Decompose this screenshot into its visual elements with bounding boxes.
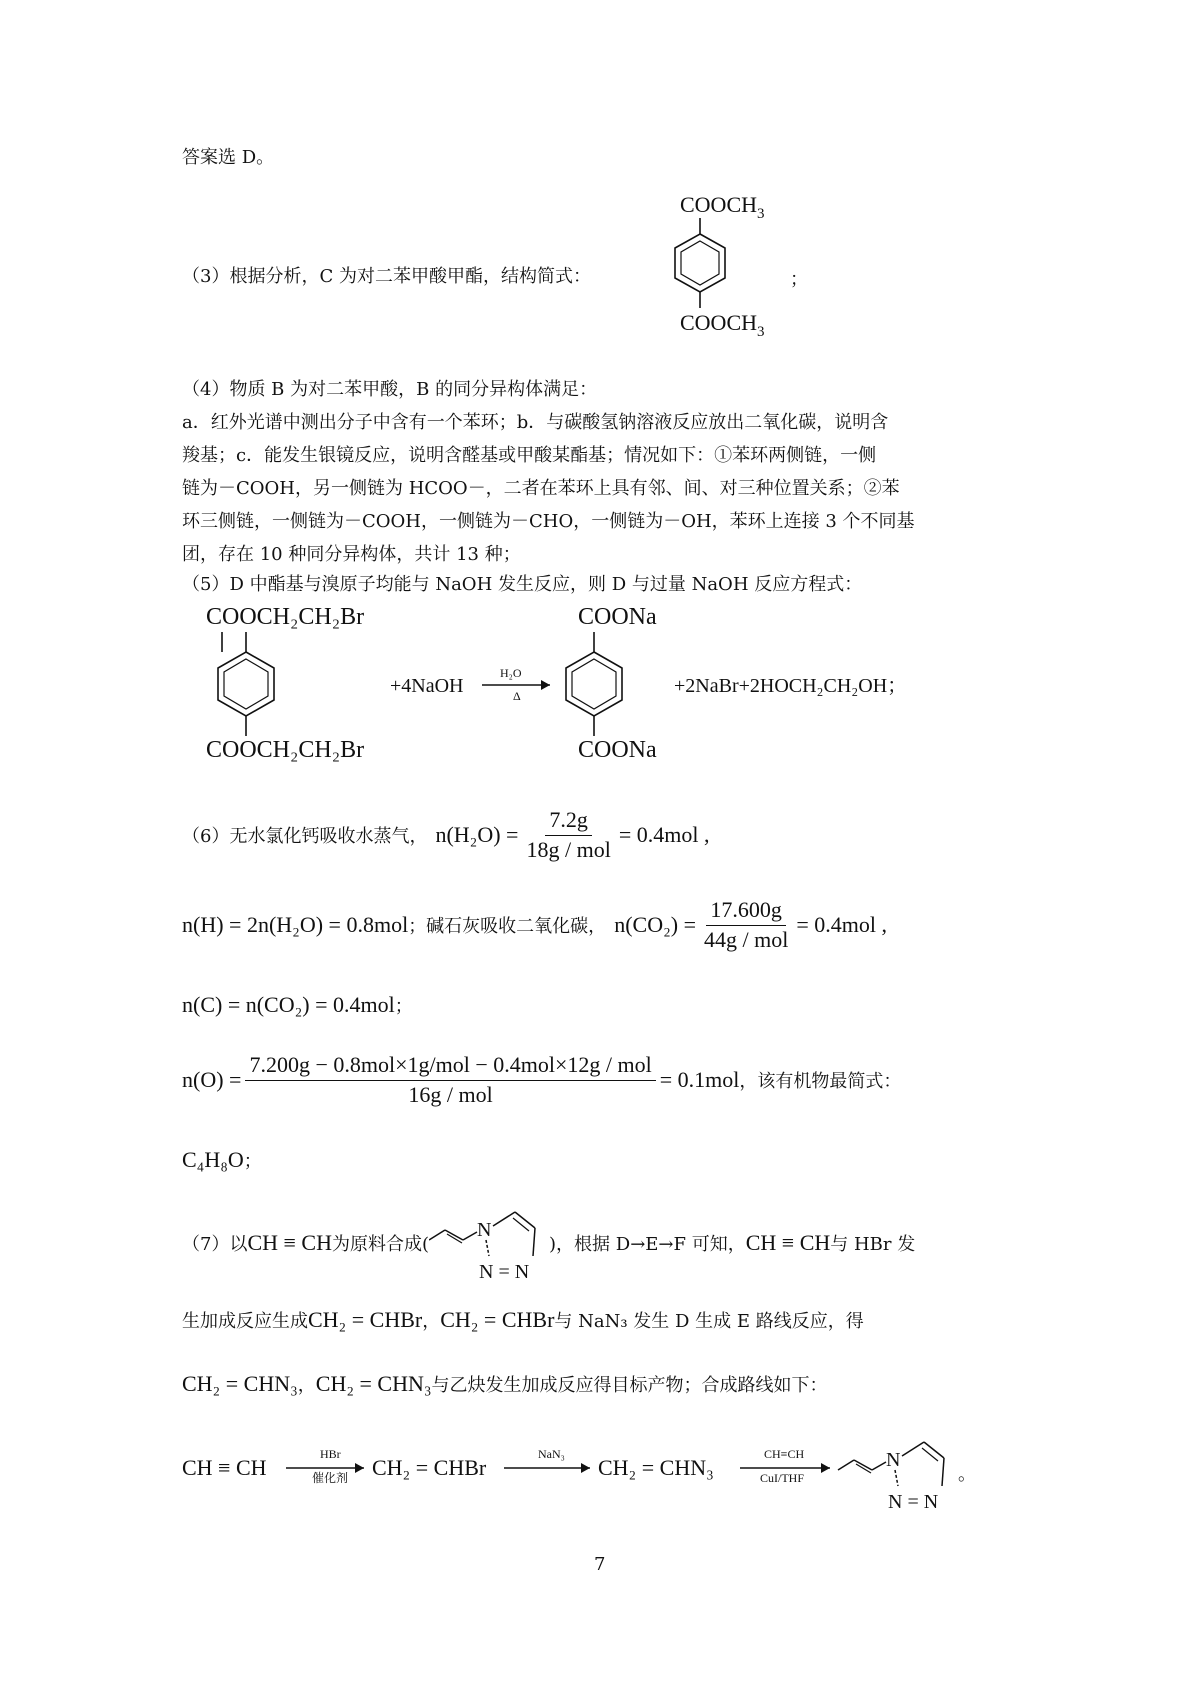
q7-line2-e: 与 NaN₃ 发生 D 生成 E 路线反应，得 [554,1311,864,1332]
reactant-bottom-group: COOCH₂CH₂Br [206,737,365,763]
nO-tail: ，该有机物最简式： [739,1071,902,1092]
q3-end: ； [790,269,808,290]
route-end: 。 [958,1464,976,1484]
q7-line2-c: ， [422,1311,441,1332]
route-arrow1-top: HBr [320,1447,341,1461]
q6-intro: （6）无水氯化钙吸收水蒸气， [182,826,428,847]
nO-result: = 0.1mol [659,1067,740,1092]
nC-equation: n(C) = n(CO₂) = 0.4mol [182,992,395,1017]
q3-bottom-sub: 3 [757,324,765,340]
reactant-top-group: COOCH₂CH₂Br [206,604,365,630]
formula-end: ； [243,1151,262,1172]
q7-line1-b: CH ≡ CH [247,1230,332,1255]
q6-line-2 [182,890,887,960]
q7-line3-a: CH₂ = CHN₃ [182,1371,298,1396]
q4-line-4: 环三侧链，一侧链为－COOH，一侧链为－CHO，一侧链为－OH，苯环上连接 3 个不同基 [182,511,915,532]
nCO2-result: = 0.4mol , [796,912,887,937]
triazole-bond: = [498,1261,510,1283]
q4-block [182,373,1022,571]
route-arrow3-bottom: CuI/THF [760,1471,805,1485]
q7-line2-a: 生加成反应生成 [182,1311,308,1332]
q6-line-5 [182,1140,262,1180]
q7-line1-e: CH ≡ CH [745,1230,831,1255]
svg-text:N = N [479,1261,529,1283]
route-N: N [886,1449,901,1471]
nH2O-numerator: 7.2g [545,808,592,835]
q6-line-3 [182,985,413,1025]
nO-lhs: n(O) = [182,1067,242,1092]
q3-text: （3）根据分析，C 为对二苯甲酸甲酯，结构简式： [182,266,591,287]
q7-line-3 [182,1364,828,1404]
triazole-N1: N [477,1219,492,1241]
route-arrow2-top: NaN₃ [538,1447,565,1461]
nCO2-lhs: n(CO₂) = [614,912,696,937]
nH2O-lhs: n(H₂O) = [435,822,519,847]
route-step-2: CH₂ = CHBr [372,1455,487,1480]
product-bottom-group: COONa [578,737,657,763]
q4-head: （4）物质 B 为对二苯甲酸，B 的同分异构体满足： [182,379,598,400]
q7-line-1 [182,1198,915,1288]
product-top-group: COONa [578,604,657,630]
route-arrow1-bottom: 催化剂 [312,1471,349,1485]
route-product-structure [838,1442,944,1513]
reagent: +4NaOH [390,675,464,697]
q7-line3-d: 与乙炔发生加成反应得目标产物；合成路线如下： [431,1375,828,1396]
triazole-structure-inline [429,1198,549,1288]
q3-top-group: COOCH [680,192,758,217]
answer-line: 答案选 D。 [182,147,275,168]
nO-denominator: 16g / mol [408,1081,493,1107]
svg-text:COOCH3 [680,192,765,222]
q7-line1-d: )，根据 D→E→F 可知， [549,1234,746,1255]
synthesis-route [182,1420,1022,1515]
q7-line2-b: CH₂ = CHBr [308,1307,423,1332]
nO-fraction [245,1053,655,1106]
q5-text: （5）D 中酯基与溴原子均能与 NaOH 发生反应，则 D 与过量 NaOH 反应方程式： [182,574,863,595]
byproducts: +2NaBr+2HOCH₂CH₂OH； [674,675,908,697]
arrow-bottom-label: Δ [513,689,521,703]
route-ring-N3: N [923,1491,939,1513]
q6-line-1 [182,800,709,870]
route-ring-N2: N [888,1491,903,1513]
nH2O-result: = 0.4mol , [618,822,710,847]
nCO2-numerator: 17.600g [706,898,786,925]
page-number: 7 [594,1554,606,1575]
q7-line3-b: ， [297,1375,316,1396]
route-step-3: CH₂ = CHN₃ [598,1455,714,1480]
q4-line-3: 链为－COOH，另一侧链为 HCOO－，二者在苯环上具有邻、间、对三种位置关系；②苯 [182,478,900,499]
q7-line1-f: 与 HBr 发 [830,1234,916,1255]
route-ring-bond: = [907,1491,919,1513]
empirical-formula: C₄H₈O [182,1147,244,1172]
q7-line1-c: 为原料合成( [331,1234,430,1255]
arrow-top-label: H₂O [500,666,522,680]
route-step-1: CH ≡ CH [182,1455,267,1480]
q7-line1-a: （7）以 [182,1234,248,1255]
nC-end: ； [394,996,413,1017]
nH2O-fraction [522,808,614,861]
q3-bottom-group: COOCH [680,310,758,335]
nH-mid-text: ；碱石灰吸收二氧化碳， [408,916,607,937]
nCO2-denominator: 44g / mol [703,926,789,952]
nCO2-fraction [700,898,792,951]
q6-line-4 [182,1045,901,1115]
triazole-N3: N [514,1261,530,1283]
route-arrow3-top: CH≡CH [764,1447,805,1461]
nO-numerator: 7.200g − 0.8mol×1g/mol − 0.4mol×12g / mol [245,1053,655,1080]
q4-line-2: 羧基；c．能发生银镜反应，说明含醛基或甲酸某酯基；情况如下：①苯环两侧链，一侧 [182,445,877,466]
nH-equation: n(H) = 2n(H₂O) = 0.8mol [182,912,409,937]
q5-reaction-equation [200,600,1040,770]
q7-line3-c: CH₂ = CHN₃ [315,1371,432,1396]
q4-line-1: a．红外光谱中测出分子中含有一个苯环；b．与碳酸氢钠溶液反应放出二氧化碳，说明含 [182,412,889,433]
q4-line-5: 团，存在 10 种同分异构体，共计 13 种； [182,544,521,565]
svg-text:N = N [888,1491,938,1513]
q3-top-sub: 3 [757,206,765,222]
nH2O-denominator: 18g / mol [526,836,611,862]
q7-line-2 [182,1300,864,1340]
svg-text:COOCH3 [680,310,765,340]
q3-benzene-structure [640,190,810,350]
q7-line2-d: CH₂ = CHBr [440,1307,555,1332]
triazole-N2: N [479,1261,494,1283]
